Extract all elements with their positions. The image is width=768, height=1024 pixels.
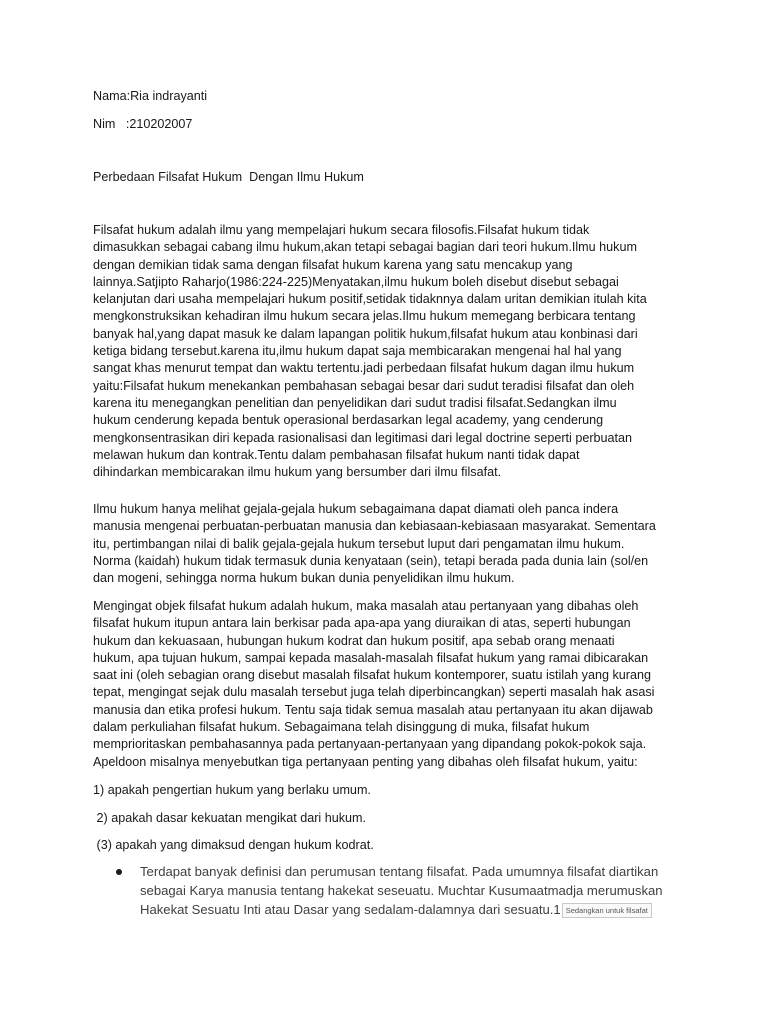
paragraph-line: dalam perkuliahan filsafat hukum. Sebagaimana telah disinggung di muka, filsafat hukum (93, 720, 590, 735)
paragraph-line: Ilmu hukum hanya melihat gejala-gejala hukum sebagaimana dapat diamati oleh panca indera (93, 502, 619, 516)
paragraph-line: hukum dan kekuasaan, hubungan hukum kodrat dan hukum positif, apa sebab orang menaati (93, 633, 615, 648)
paragraph-line: manusia mengenai perbuatan-perbuatan manusia dan kebiasaan-kebiasaan masyarakat. Sementara (93, 519, 656, 534)
paragraph-line: manusia dan etika profesi hukum. Tentu saja tidak semua masalah atau pertanyaan itu akan dijawab (93, 702, 653, 717)
paragraph-line: ketiga bidang tersebut.karena itu,ilmu hukum dapat saja membicarakan mengenai hal hal yang (93, 344, 622, 359)
paragraph-line: melawan hukum dan kontrak.Tentu dalam pembahasan filsafat hukum nanti tidak dapat (93, 447, 580, 462)
paragraph-line: Norma (kaidah) hukum tidak termasuk dunia kenyataan (sein), tetapi berada pada dunia lain (sol/en (93, 553, 649, 568)
comment-tag[interactable]: Sedangkan untuk filsafat (562, 903, 652, 918)
paragraph-line: karena itu menegangkan penelitian dan penyelidikan dari sudut tradisi filsafat.Sedangkan ilmu (93, 395, 617, 410)
bullet-line-text: Hakekat Sesuatu Inti atau Dasar yang sedalam-dalamnya dari sesuatu.1 (140, 902, 561, 917)
student-nim: Nim :210202007 (93, 117, 193, 131)
bullet-line: Terdapat banyak definisi dan perumusan tentang filsafat. Pada umumnya filsafat diartikan (140, 864, 659, 879)
paragraph-line: hukum cenderung kepada bentuk operasional berdasarkan legal academy, yang cenderung (93, 413, 604, 428)
paragraph-line: banyak hal,yang dapat masuk ke dalam lapangan politik hukum,filsafat hukum atau konbinasi dari (93, 326, 638, 341)
paragraph-line: saat ini (oleh sebagian orang disebut masalah filsafat hukum kontemporer, suatu istilah yang kurang (93, 668, 651, 683)
paragraph-line: mengkonsentrasikan diri kepada rasionalisasi dan legitimasi dari legal doctrine seperti perbuatan (93, 430, 633, 445)
paragraph-line: hukum, apa tujuan hukum, sampai kepada masalah-masalah filsafat hukum yang ramai dibicarakan (93, 650, 649, 665)
paragraph-line: memprioritaskan pembahasannya pada pertanyaan-pertanyaan yang dipandang pokok-pokok saja. (93, 737, 647, 752)
paragraph-line: Mengingat objek filsafat hukum adalah hukum, maka masalah atau pertanyaan yang dibahas oleh (93, 599, 639, 613)
paragraph-line: dengan demikian tidak sama dengan filsafat hukum karena yang satu mencakup yang (93, 257, 573, 272)
paragraph-line: Filsafat hukum adalah ilmu yang mempelajari hukum secara filosofis.Filsafat hukum tidak (93, 223, 590, 237)
paragraph-line: yaitu:Filsafat hukum menekankan pembahasan sebagai besar dari sudut teradisi filsafat dan oleh (93, 378, 635, 393)
paragraph-line: kelanjutan dari usaha mempelajari hukum positif,setidak tidaknnya dalam uritan demikian itulah kita (93, 292, 647, 307)
bullet-dot-icon (116, 869, 122, 875)
paragraph-line: lainnya.Satjipto Raharjo(1986:224-225)Menyatakan,ilmu hukum boleh disebut disebut sebagai (93, 274, 619, 289)
bullet-line: sebagai Karya manusia tentang hakekat seseuatu. Muchtar Kusumaatmadja merumuskan (140, 883, 663, 898)
paragraph-1 (93, 222, 683, 481)
bullet-line (140, 900, 663, 919)
paragraph-line: sangat khas menurut tempat dan waktu tertentu.jadi perbedaan filsafat hukum dagan ilmu hukum (93, 361, 635, 376)
bullet-text (140, 862, 663, 919)
student-name: Nama:Ria indrayanti (93, 89, 208, 103)
paragraph-line: dimasukkan sebagai cabang ilmu hukum,akan tetapi sebagai bagian dari teori hukum.Ilmu hukum (93, 240, 637, 255)
paragraph-line: mengkonstruksikan kehadiran ilmu hukum secara jelas.Ilmu hukum memegang berbicara tentang (93, 309, 636, 324)
paragraph-line: dan mogeni, sehingga norma hukum bukan dunia penyelidikan ilmu hukum. (93, 571, 515, 586)
numbered-item-2: 2) apakah dasar kekuatan mengikat dari hukum. (93, 811, 367, 825)
paragraph-line: itu, pertimbangan nilai di balik gejala-gejala hukum tersebut luput dari pengamatan ilmu hukum. (93, 536, 625, 551)
paragraph-2 (93, 501, 683, 587)
paragraph-3 (93, 598, 683, 771)
paragraph-line: dihindarkan membicarakan ilmu hukum yang bersumber dari ilmu filsafat. (93, 465, 502, 480)
document-title: Perbedaan Filsafat Hukum Dengan Ilmu Hukum (93, 170, 364, 184)
paragraph-line: Apeldoon misalnya menyebutkan tiga pertanyaan penting yang dibahas oleh filsafat hukum, yaitu: (93, 754, 638, 769)
numbered-item-1: 1) apakah pengertian hukum yang berlaku umum. (93, 783, 371, 797)
paragraph-line: tepat, mengingat sejak dulu masalah tersebut juga telah diperbincangkan) seperti masalah hak asasi (93, 685, 655, 700)
numbered-item-3: (3) apakah yang dimaksud dengan hukum kodrat. (93, 838, 374, 852)
paragraph-line: filsafat hukum itupun antara lain berkisar pada apa-apa yang diuraikan di atas, seperti hubungan (93, 616, 631, 631)
